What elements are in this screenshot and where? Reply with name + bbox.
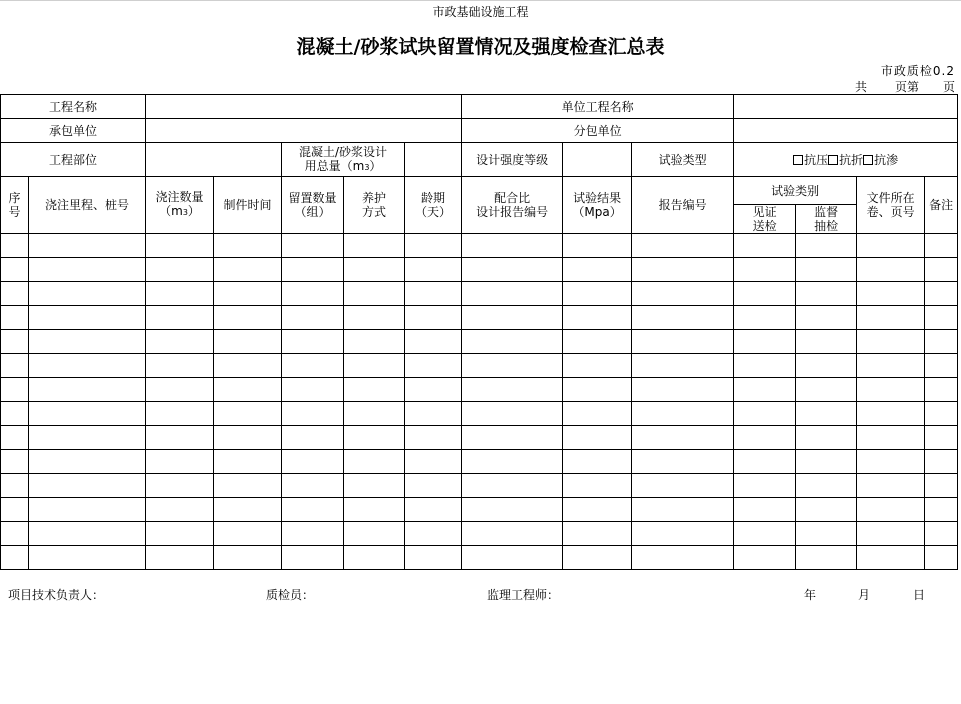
col-file-line2: 卷、页号 bbox=[866, 205, 915, 219]
col-age-line2: （天） bbox=[415, 205, 452, 219]
table-cell[interactable] bbox=[734, 498, 796, 522]
summary-table bbox=[0, 94, 958, 570]
table-cell[interactable] bbox=[146, 234, 214, 258]
table-cell[interactable] bbox=[29, 282, 146, 306]
table-cell[interactable] bbox=[632, 306, 734, 330]
col-retained-line2: （组） bbox=[294, 205, 331, 219]
table-cell[interactable] bbox=[282, 426, 344, 450]
table-cell[interactable] bbox=[146, 450, 214, 474]
table-cell[interactable] bbox=[632, 426, 734, 450]
table-cell[interactable] bbox=[29, 330, 146, 354]
col-curing bbox=[344, 177, 405, 234]
table-cell[interactable] bbox=[632, 474, 734, 498]
table-row bbox=[1, 402, 958, 426]
col-volume bbox=[146, 177, 214, 234]
table-cell[interactable] bbox=[344, 354, 405, 378]
table-row bbox=[1, 426, 958, 450]
col-volume-end: ） bbox=[187, 204, 200, 218]
table-cell[interactable] bbox=[632, 522, 734, 546]
table-cell[interactable] bbox=[405, 402, 462, 426]
col-curing-line2: 方式 bbox=[362, 205, 387, 219]
table-cell[interactable] bbox=[796, 282, 857, 306]
unit-project-label: 单位工程名称 bbox=[462, 95, 734, 119]
table-cell[interactable] bbox=[462, 330, 563, 354]
table-cell[interactable] bbox=[563, 450, 632, 474]
design-grade-field[interactable] bbox=[563, 143, 632, 177]
table-cell[interactable] bbox=[344, 378, 405, 402]
table-cell[interactable] bbox=[146, 306, 214, 330]
table-cell[interactable] bbox=[632, 282, 734, 306]
table-cell[interactable] bbox=[563, 282, 632, 306]
table-cell[interactable] bbox=[734, 234, 796, 258]
table-row bbox=[1, 258, 958, 282]
table-cell[interactable] bbox=[344, 402, 405, 426]
table-cell[interactable] bbox=[462, 546, 563, 570]
table-cell[interactable] bbox=[1, 282, 29, 306]
table-cell[interactable] bbox=[632, 378, 734, 402]
col-file bbox=[857, 177, 925, 234]
date-month-label: 月 bbox=[858, 588, 871, 602]
table-cell[interactable] bbox=[146, 258, 214, 282]
table-cell[interactable] bbox=[214, 546, 282, 570]
table-cell[interactable] bbox=[1, 426, 29, 450]
table-cell[interactable] bbox=[734, 306, 796, 330]
table-cell[interactable] bbox=[563, 258, 632, 282]
table-cell[interactable] bbox=[282, 498, 344, 522]
table-cell[interactable] bbox=[344, 498, 405, 522]
table-cell[interactable] bbox=[462, 450, 563, 474]
flexural-checkbox[interactable] bbox=[828, 155, 838, 165]
table-cell[interactable] bbox=[282, 546, 344, 570]
table-cell[interactable] bbox=[214, 378, 282, 402]
table-cell[interactable] bbox=[1, 378, 29, 402]
table-row bbox=[1, 474, 958, 498]
table-cell[interactable] bbox=[344, 522, 405, 546]
table-cell[interactable] bbox=[282, 258, 344, 282]
table-cell[interactable] bbox=[796, 426, 857, 450]
table-cell[interactable] bbox=[563, 402, 632, 426]
table-cell[interactable] bbox=[405, 426, 462, 450]
table-cell[interactable] bbox=[29, 258, 146, 282]
table-cell[interactable] bbox=[734, 282, 796, 306]
table-row bbox=[1, 522, 958, 546]
table-cell[interactable] bbox=[563, 522, 632, 546]
table-cell[interactable] bbox=[1, 474, 29, 498]
info-row-contractor bbox=[1, 119, 958, 143]
table-cell[interactable] bbox=[146, 498, 214, 522]
table-cell[interactable] bbox=[734, 546, 796, 570]
table-cell[interactable] bbox=[857, 402, 925, 426]
design-total-label-line1: 混凝土/砂浆设计 bbox=[298, 144, 388, 159]
flexural-label: 抗折 bbox=[839, 152, 864, 167]
table-cell[interactable] bbox=[796, 234, 857, 258]
table-cell[interactable] bbox=[462, 522, 563, 546]
table-cell[interactable] bbox=[734, 330, 796, 354]
table-cell[interactable] bbox=[462, 498, 563, 522]
table-cell[interactable] bbox=[857, 330, 925, 354]
col-remarks: 备注 bbox=[925, 177, 958, 234]
table-cell[interactable] bbox=[796, 402, 857, 426]
table-cell[interactable] bbox=[857, 498, 925, 522]
info-row-part bbox=[1, 143, 958, 177]
table-cell[interactable] bbox=[1, 546, 29, 570]
table-cell[interactable] bbox=[857, 426, 925, 450]
table-cell[interactable] bbox=[1, 306, 29, 330]
table-cell[interactable] bbox=[796, 522, 857, 546]
table-cell[interactable] bbox=[146, 522, 214, 546]
table-cell[interactable] bbox=[146, 282, 214, 306]
table-cell[interactable] bbox=[405, 234, 462, 258]
design-total-label-line2: 用总量（m bbox=[304, 158, 365, 173]
table-cell[interactable] bbox=[282, 306, 344, 330]
table-cell[interactable] bbox=[1, 258, 29, 282]
subcontractor-field[interactable] bbox=[734, 119, 958, 143]
table-cell[interactable] bbox=[734, 474, 796, 498]
table-cell[interactable] bbox=[29, 546, 146, 570]
table-cell[interactable] bbox=[857, 546, 925, 570]
table-cell[interactable] bbox=[734, 426, 796, 450]
design-total-field[interactable] bbox=[405, 143, 462, 177]
table-cell[interactable] bbox=[563, 426, 632, 450]
supervisor-label: 监理工程师： bbox=[487, 588, 560, 602]
table-cell[interactable] bbox=[1, 330, 29, 354]
table-cell[interactable] bbox=[857, 378, 925, 402]
table-row bbox=[1, 450, 958, 474]
test-type-options bbox=[734, 143, 958, 177]
table-cell[interactable] bbox=[282, 474, 344, 498]
col-retained bbox=[282, 177, 344, 234]
table-cell[interactable] bbox=[925, 450, 958, 474]
table-cell[interactable] bbox=[925, 234, 958, 258]
table-cell[interactable] bbox=[146, 354, 214, 378]
table-cell[interactable] bbox=[146, 426, 214, 450]
table-cell[interactable] bbox=[796, 474, 857, 498]
table-cell[interactable] bbox=[146, 546, 214, 570]
table-cell[interactable] bbox=[563, 474, 632, 498]
table-cell[interactable] bbox=[214, 522, 282, 546]
col-seq-line1: 序 bbox=[8, 191, 21, 205]
table-cell[interactable] bbox=[214, 426, 282, 450]
table-row bbox=[1, 330, 958, 354]
table-cell[interactable] bbox=[632, 234, 734, 258]
table-cell[interactable] bbox=[405, 522, 462, 546]
table-cell[interactable] bbox=[344, 306, 405, 330]
page-total-suffix: 页第 bbox=[894, 80, 919, 94]
table-cell[interactable] bbox=[344, 426, 405, 450]
table-cell[interactable] bbox=[405, 498, 462, 522]
table-cell[interactable] bbox=[29, 474, 146, 498]
table-row bbox=[1, 282, 958, 306]
table-cell[interactable] bbox=[29, 450, 146, 474]
subcontractor-label: 分包单位 bbox=[462, 119, 734, 143]
table-cell[interactable] bbox=[925, 498, 958, 522]
table-cell[interactable] bbox=[563, 234, 632, 258]
table-cell[interactable] bbox=[29, 354, 146, 378]
table-cell[interactable] bbox=[796, 258, 857, 282]
table-cell[interactable] bbox=[857, 258, 925, 282]
design-total-unit-sub: 3 bbox=[364, 162, 370, 172]
table-cell[interactable] bbox=[632, 402, 734, 426]
table-cell[interactable] bbox=[146, 378, 214, 402]
col-seq-line2: 号 bbox=[8, 205, 21, 219]
table-cell[interactable] bbox=[344, 258, 405, 282]
table-cell[interactable] bbox=[632, 330, 734, 354]
table-cell[interactable] bbox=[405, 282, 462, 306]
table-cell[interactable] bbox=[405, 378, 462, 402]
col-retained-line1: 留置数量 bbox=[288, 191, 337, 205]
col-witness-line2: 送检 bbox=[752, 219, 777, 233]
project-name-label: 工程名称 bbox=[1, 95, 146, 119]
table-cell[interactable] bbox=[29, 522, 146, 546]
table-row bbox=[1, 378, 958, 402]
table-cell[interactable] bbox=[796, 330, 857, 354]
table-cell[interactable] bbox=[405, 354, 462, 378]
table-cell[interactable] bbox=[925, 330, 958, 354]
table-cell[interactable] bbox=[214, 258, 282, 282]
impermeability-label: 抗渗 bbox=[874, 152, 899, 167]
col-age bbox=[405, 177, 462, 234]
col-curing-line1: 养护 bbox=[362, 191, 387, 205]
table-cell[interactable] bbox=[796, 306, 857, 330]
table-cell[interactable] bbox=[632, 354, 734, 378]
col-seq bbox=[1, 177, 29, 234]
table-cell[interactable] bbox=[214, 450, 282, 474]
table-cell[interactable] bbox=[344, 546, 405, 570]
table-cell[interactable] bbox=[925, 282, 958, 306]
table-cell[interactable] bbox=[734, 378, 796, 402]
table-cell[interactable] bbox=[1, 522, 29, 546]
table-cell[interactable] bbox=[29, 498, 146, 522]
table-cell[interactable] bbox=[1, 450, 29, 474]
document-header: 市政基础设施工程 bbox=[432, 5, 529, 19]
table-cell[interactable] bbox=[857, 474, 925, 498]
col-test-category: 试验类别 bbox=[734, 177, 857, 205]
col-supervise-line1: 监督 bbox=[814, 205, 839, 219]
table-cell[interactable] bbox=[405, 330, 462, 354]
project-part-field[interactable] bbox=[146, 143, 282, 177]
project-part-label: 工程部位 bbox=[1, 143, 146, 177]
test-type-label: 试验类型 bbox=[632, 143, 734, 177]
inspector-label: 质检员： bbox=[266, 588, 315, 602]
table-cell[interactable] bbox=[857, 354, 925, 378]
col-supervise bbox=[796, 205, 857, 234]
table-cell[interactable] bbox=[282, 450, 344, 474]
table-cell[interactable] bbox=[734, 258, 796, 282]
col-supervise-line2: 抽检 bbox=[814, 219, 839, 233]
contractor-field[interactable] bbox=[146, 119, 462, 143]
col-mix bbox=[462, 177, 563, 234]
info-row-project bbox=[1, 95, 958, 119]
page-number-suffix: 页 bbox=[942, 80, 955, 94]
table-cell[interactable] bbox=[857, 306, 925, 330]
table-cell[interactable] bbox=[925, 378, 958, 402]
table-cell[interactable] bbox=[282, 234, 344, 258]
table-cell[interactable] bbox=[462, 474, 563, 498]
table-cell[interactable] bbox=[462, 306, 563, 330]
table-cell[interactable] bbox=[925, 354, 958, 378]
table-cell[interactable] bbox=[462, 258, 563, 282]
project-name-field[interactable] bbox=[146, 95, 462, 119]
design-grade-label: 设计强度等级 bbox=[462, 143, 563, 177]
table-cell[interactable] bbox=[214, 354, 282, 378]
table-cell[interactable] bbox=[462, 426, 563, 450]
table-cell[interactable] bbox=[796, 450, 857, 474]
table-row bbox=[1, 354, 958, 378]
table-cell[interactable] bbox=[857, 522, 925, 546]
compression-label: 抗压 bbox=[804, 152, 829, 167]
table-cell[interactable] bbox=[1, 354, 29, 378]
table-cell[interactable] bbox=[632, 498, 734, 522]
table-cell[interactable] bbox=[1, 234, 29, 258]
col-witness-line1: 见证 bbox=[752, 205, 777, 219]
table-cell[interactable] bbox=[462, 378, 563, 402]
table-cell[interactable] bbox=[462, 402, 563, 426]
table-cell[interactable] bbox=[146, 402, 214, 426]
table-row bbox=[1, 498, 958, 522]
table-cell[interactable] bbox=[282, 354, 344, 378]
col-result bbox=[563, 177, 632, 234]
unit-project-field[interactable] bbox=[734, 95, 958, 119]
table-cell[interactable] bbox=[857, 282, 925, 306]
design-total-label-end: ） bbox=[369, 158, 382, 173]
table-cell[interactable] bbox=[405, 546, 462, 570]
table-cell[interactable] bbox=[796, 498, 857, 522]
table-cell[interactable] bbox=[1, 402, 29, 426]
table-row bbox=[1, 234, 958, 258]
table-cell[interactable] bbox=[563, 330, 632, 354]
form-code: 市政质检0.2 bbox=[880, 64, 955, 78]
table-cell[interactable] bbox=[29, 402, 146, 426]
table-cell[interactable] bbox=[796, 378, 857, 402]
table-cell[interactable] bbox=[925, 306, 958, 330]
table-cell[interactable] bbox=[563, 354, 632, 378]
table-cell[interactable] bbox=[563, 546, 632, 570]
table-cell[interactable] bbox=[405, 474, 462, 498]
tech-lead-label: 项目技术负责人： bbox=[8, 588, 105, 602]
table-cell[interactable] bbox=[563, 378, 632, 402]
table-cell[interactable] bbox=[405, 306, 462, 330]
table-cell[interactable] bbox=[734, 402, 796, 426]
table-cell[interactable] bbox=[462, 354, 563, 378]
col-volume-line1: 浇注数量 bbox=[155, 190, 204, 204]
col-result-line1: 试验结果 bbox=[573, 191, 622, 205]
col-mix-line2: 设计报告编号 bbox=[476, 205, 549, 219]
table-cell[interactable] bbox=[29, 306, 146, 330]
col-mileage: 浇注里程、桩号 bbox=[29, 177, 146, 234]
table-cell[interactable] bbox=[282, 522, 344, 546]
col-make-time: 制件时间 bbox=[214, 177, 282, 234]
col-report-no: 报告编号 bbox=[632, 177, 734, 234]
col-file-line1: 文件所在 bbox=[866, 191, 915, 205]
table-cell[interactable] bbox=[344, 330, 405, 354]
table-cell[interactable] bbox=[925, 426, 958, 450]
table-cell[interactable] bbox=[214, 306, 282, 330]
table-cell[interactable] bbox=[857, 234, 925, 258]
table-cell[interactable] bbox=[632, 546, 734, 570]
table-cell[interactable] bbox=[857, 450, 925, 474]
column-header-row bbox=[1, 177, 958, 205]
page-title: 混凝土/砂浆试块留置情况及强度检查汇总表 bbox=[296, 36, 665, 58]
table-cell[interactable] bbox=[925, 258, 958, 282]
design-total-label bbox=[282, 143, 405, 177]
table-cell[interactable] bbox=[796, 546, 857, 570]
col-mix-line1: 配合比 bbox=[494, 191, 531, 205]
table-cell[interactable] bbox=[214, 474, 282, 498]
table-cell[interactable] bbox=[632, 450, 734, 474]
table-cell[interactable] bbox=[1, 498, 29, 522]
table-cell[interactable] bbox=[344, 234, 405, 258]
table-cell[interactable] bbox=[282, 282, 344, 306]
table-cell[interactable] bbox=[563, 306, 632, 330]
table-cell[interactable] bbox=[282, 330, 344, 354]
date-day-label: 日 bbox=[913, 588, 926, 602]
table-cell[interactable] bbox=[214, 234, 282, 258]
table-cell[interactable] bbox=[344, 450, 405, 474]
table-cell[interactable] bbox=[405, 258, 462, 282]
table-cell[interactable] bbox=[282, 402, 344, 426]
table-cell[interactable] bbox=[734, 450, 796, 474]
table-row bbox=[1, 546, 958, 570]
col-age-line1: 龄期 bbox=[421, 191, 446, 205]
table-cell[interactable] bbox=[146, 330, 214, 354]
page-total-prefix: 共 bbox=[854, 80, 867, 94]
table-cell[interactable] bbox=[146, 474, 214, 498]
table-cell[interactable] bbox=[29, 378, 146, 402]
col-result-line2: （Mpa） bbox=[572, 205, 622, 219]
table-cell[interactable] bbox=[29, 234, 146, 258]
col-volume-line2: （m bbox=[159, 204, 183, 218]
date-year-label: 年 bbox=[804, 588, 817, 602]
table-cell[interactable] bbox=[214, 498, 282, 522]
impermeability-checkbox[interactable] bbox=[863, 155, 873, 165]
table-cell[interactable] bbox=[344, 282, 405, 306]
table-cell[interactable] bbox=[734, 522, 796, 546]
table-cell[interactable] bbox=[282, 378, 344, 402]
table-cell[interactable] bbox=[925, 546, 958, 570]
top-rule bbox=[0, 0, 961, 1]
table-cell[interactable] bbox=[462, 234, 563, 258]
table-cell[interactable] bbox=[632, 258, 734, 282]
table-cell[interactable] bbox=[925, 522, 958, 546]
compression-checkbox[interactable] bbox=[793, 155, 803, 165]
table-row bbox=[1, 306, 958, 330]
table-cell[interactable] bbox=[796, 354, 857, 378]
table-cell[interactable] bbox=[214, 282, 282, 306]
table-cell[interactable] bbox=[563, 498, 632, 522]
table-cell[interactable] bbox=[29, 426, 146, 450]
col-witness bbox=[734, 205, 796, 234]
table-cell[interactable] bbox=[734, 354, 796, 378]
table-cell[interactable] bbox=[462, 282, 563, 306]
col-volume-sub: 3 bbox=[182, 208, 188, 217]
table-cell[interactable] bbox=[214, 330, 282, 354]
contractor-label: 承包单位 bbox=[1, 119, 146, 143]
table-cell[interactable] bbox=[925, 402, 958, 426]
page-count bbox=[855, 78, 955, 95]
table-cell[interactable] bbox=[925, 474, 958, 498]
table-cell[interactable] bbox=[214, 402, 282, 426]
data-rows bbox=[1, 234, 958, 570]
table-cell[interactable] bbox=[344, 474, 405, 498]
table-cell[interactable] bbox=[405, 450, 462, 474]
